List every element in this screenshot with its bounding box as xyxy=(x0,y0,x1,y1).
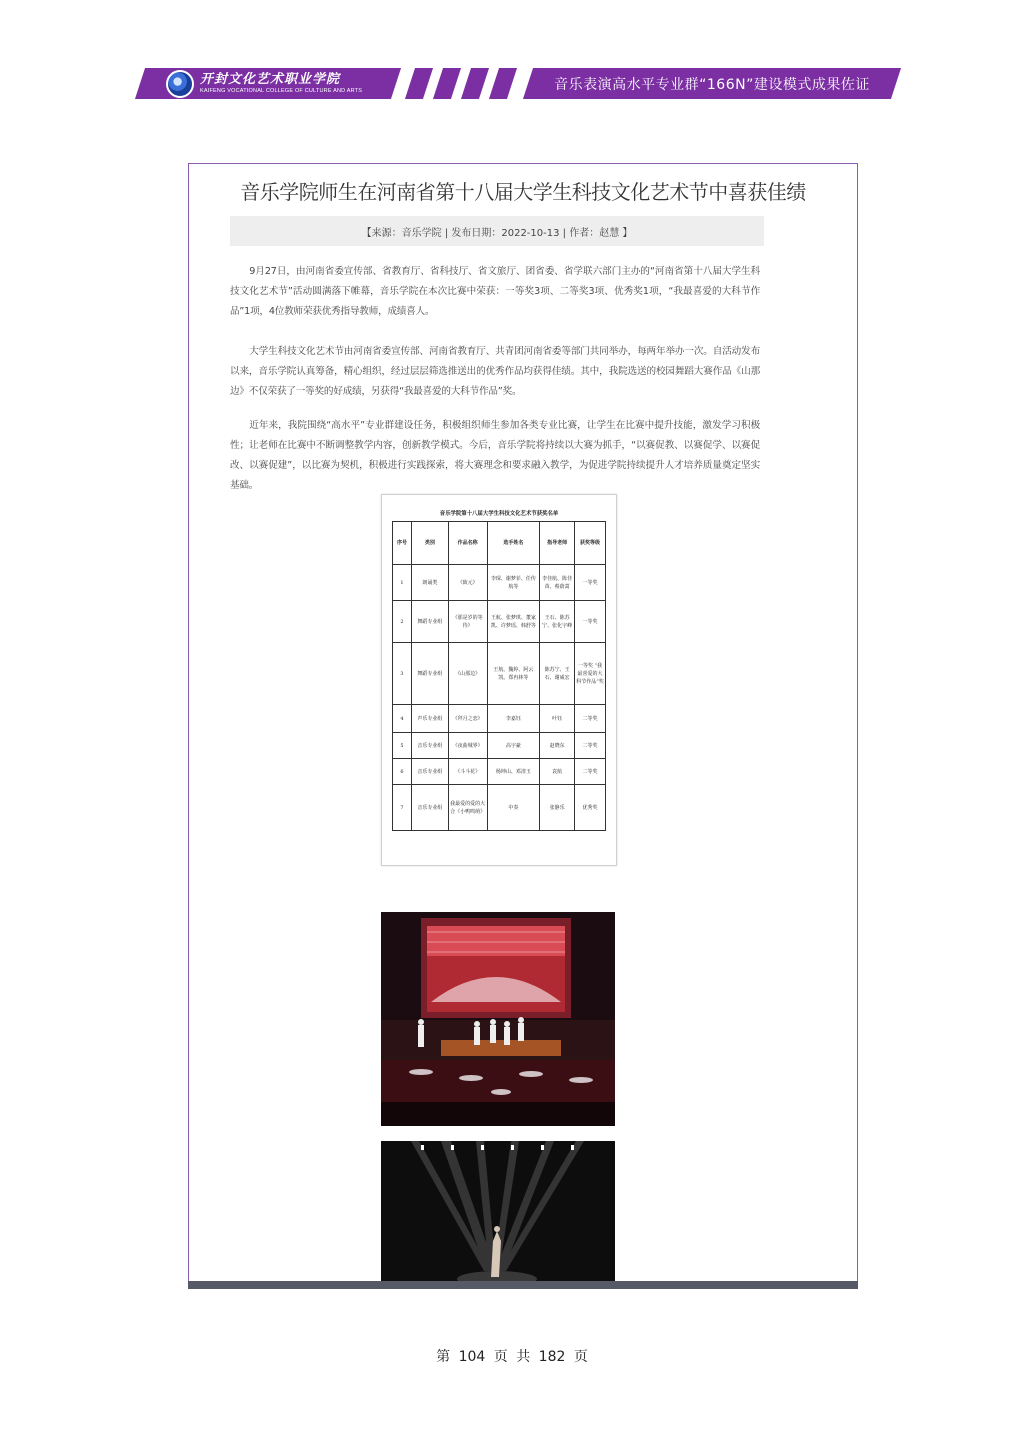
header-cell: 作品名称 xyxy=(448,522,487,565)
header-stripe-1 xyxy=(405,68,433,99)
award-table-cell: 音乐专业组 xyxy=(411,785,448,831)
award-table-cell: 二等奖 xyxy=(575,733,606,759)
school-name-en: KAIFENG VOCATIONAL COLLEGE OF CULTURE AND ARTS xyxy=(200,88,363,94)
award-table-row xyxy=(393,601,606,643)
award-table-row xyxy=(393,759,606,785)
page-number: 第 104 页 共 182 页 xyxy=(436,1349,588,1365)
award-table-row xyxy=(393,705,606,733)
award-table-cell: 陈苏宁、王石、谢威宏 xyxy=(540,643,575,705)
article-title[interactable]: 音乐学院师生在河南省第十八届大学生科技文化艺术节中喜获佳绩 xyxy=(240,180,806,204)
award-table-cell: 7 xyxy=(393,785,412,831)
award-table-cell: 3 xyxy=(393,643,412,705)
header-cell: 类别 xyxy=(411,522,448,565)
header-cell: 序号 xyxy=(393,522,412,565)
award-table-cell: 一等奖 xyxy=(575,565,606,601)
award-table-cell: 舞蹈专业组 xyxy=(411,601,448,643)
header-stripe-3 xyxy=(461,68,489,99)
award-table-cell: 4 xyxy=(393,705,412,733)
award-table-cell: 王航、张梦琪、董家凯、许梦瑶、韩舒等 xyxy=(487,601,540,643)
award-table-cell: 袁航 xyxy=(540,759,575,785)
article-frame xyxy=(188,163,858,1289)
award-table-cell: 5 xyxy=(393,733,412,759)
award-table-cell: 王航、魏婷、阿云凯、郑冉林等 xyxy=(487,643,540,705)
award-table-cell: 《致元》 xyxy=(448,565,487,601)
award-table-cell: 《拜月之恋》 xyxy=(448,705,487,733)
header-doc-title: 音乐表演高水平专业群“166N”建设模式成果佐证 xyxy=(554,76,870,93)
article-paragraph-2: 大学生科技文化艺术节由河南省委宣传部、河南省教育厅、共青团河南省委等部门共同举办，每两年举办一次。自活动发布以来，音乐学院认真筹备，精心组织，经过层层筛选推送出的优秀作品均获得佳绩。其中，我院选送的校园舞蹈大赛作品《山那边》不仅荣获了一等奖的好成绩，另获得“我最喜爱的大科节作品”奖。 xyxy=(230,346,760,397)
award-table-cell: 二等奖 xyxy=(575,759,606,785)
award-table-cell: 李嘉钰 xyxy=(487,705,540,733)
award-table-cell: 一等奖 “我最喜爱的大科节作品”奖 xyxy=(575,643,606,705)
award-table-header-row xyxy=(393,522,606,565)
school-logo xyxy=(150,68,362,99)
award-table-cell: 朗诵类 xyxy=(411,565,448,601)
award-table-title: 音乐学院第十八届大学生科技文化艺术节获奖名单 xyxy=(439,511,559,517)
award-table-cell: 我最爱的爱的大合《小鸭鸣萌》 xyxy=(448,785,487,831)
award-table-cell: 叶钰 xyxy=(540,705,575,733)
award-table-cell: 音乐专业组 xyxy=(411,733,448,759)
dance-stage-photo-1 xyxy=(381,912,615,1126)
header-cell: 指导老师 xyxy=(540,522,575,565)
award-table-cell: 中奏 xyxy=(487,785,540,831)
award-table-cell: 王石、陈苏宁、张化宇峰 xyxy=(540,601,575,643)
award-table-cell: 6 xyxy=(393,759,412,785)
header-cell: 获奖等级 xyxy=(575,522,606,565)
award-table-cell: 音乐专业组 xyxy=(411,759,448,785)
header-stripe-4 xyxy=(489,68,517,99)
award-table-cell: 一等奖 xyxy=(575,601,606,643)
award-table-cell: 《那是岁的等待》 xyxy=(448,601,487,643)
award-table xyxy=(392,521,606,831)
article-meta: 【来源：音乐学院 | 发布日期：2022-10-13 | 作者：赵慧 】 xyxy=(230,216,764,246)
award-table-row xyxy=(393,733,606,759)
award-table-cell: 杨坤山、邓清玉 xyxy=(487,759,540,785)
award-table-cell: 舞蹈专业组 xyxy=(411,643,448,705)
award-table-cell: 二等奖 xyxy=(575,705,606,733)
award-table-cell: 《山那边》 xyxy=(448,643,487,705)
dance-stage-photo-2 xyxy=(381,1141,615,1289)
header-cell: 选手姓名 xyxy=(487,522,540,565)
award-table-cell: 优秀奖 xyxy=(575,785,606,831)
award-table-cell: 《夜曲城界》 xyxy=(448,733,487,759)
award-table-cell: 李琛、谢梦菲、任传航等 xyxy=(487,565,540,601)
award-table-cell: 高宇豪 xyxy=(487,733,540,759)
award-table-cell: 赵晓东 xyxy=(540,733,575,759)
award-table-cell: 张静乐 xyxy=(540,785,575,831)
award-table-cell: 2 xyxy=(393,601,412,643)
award-table-cell: 1 xyxy=(393,565,412,601)
award-table-cell: 李佳航、陈佳苗、蔡蔚蒿 xyxy=(540,565,575,601)
award-table-row xyxy=(393,785,606,831)
article-frame-scrollbar xyxy=(188,1281,858,1289)
award-table-cell: 《斗斗花》 xyxy=(448,759,487,785)
award-table-row xyxy=(393,643,606,705)
award-table-cell: 声乐专业组 xyxy=(411,705,448,733)
article-paragraph-3: 近年来，我院围绕“高水平”专业群建设任务，积极组织师生参加各类专业比赛，让学生在比赛中提升技能，激发学习积极性；让老师在比赛中不断调整教学内容，创新教学模式。今后，音乐学院将持续以大赛为抓手，“以赛促教、以赛促学、以赛促改、以赛促建”，以比赛为契机，积极进行实践探索，将大赛理念和要求融入教学，为促进学院持续提升人才培养质量奠定坚实基础。 xyxy=(230,420,760,491)
header-stripe-2 xyxy=(433,68,461,99)
school-emblem-icon xyxy=(166,70,194,98)
award-table-row xyxy=(393,565,606,601)
award-table-image xyxy=(381,494,617,866)
school-name-cn: 开封文化艺术职业学院 xyxy=(200,72,341,87)
article-paragraph-1: 9月27日，由河南省委宣传部、省教育厅、省科技厅、省文旅厅、团省委、省学联六部门主办的“河南省第十八届大学生科技文化艺术节”活动圆满落下帷幕，音乐学院在本次比赛中荣获：一等奖3项、二等奖3项、优秀奖1项，“我最喜爱的大科节作品”1项，4位教师荣获优秀指导教师，成绩喜人。 xyxy=(230,266,760,317)
